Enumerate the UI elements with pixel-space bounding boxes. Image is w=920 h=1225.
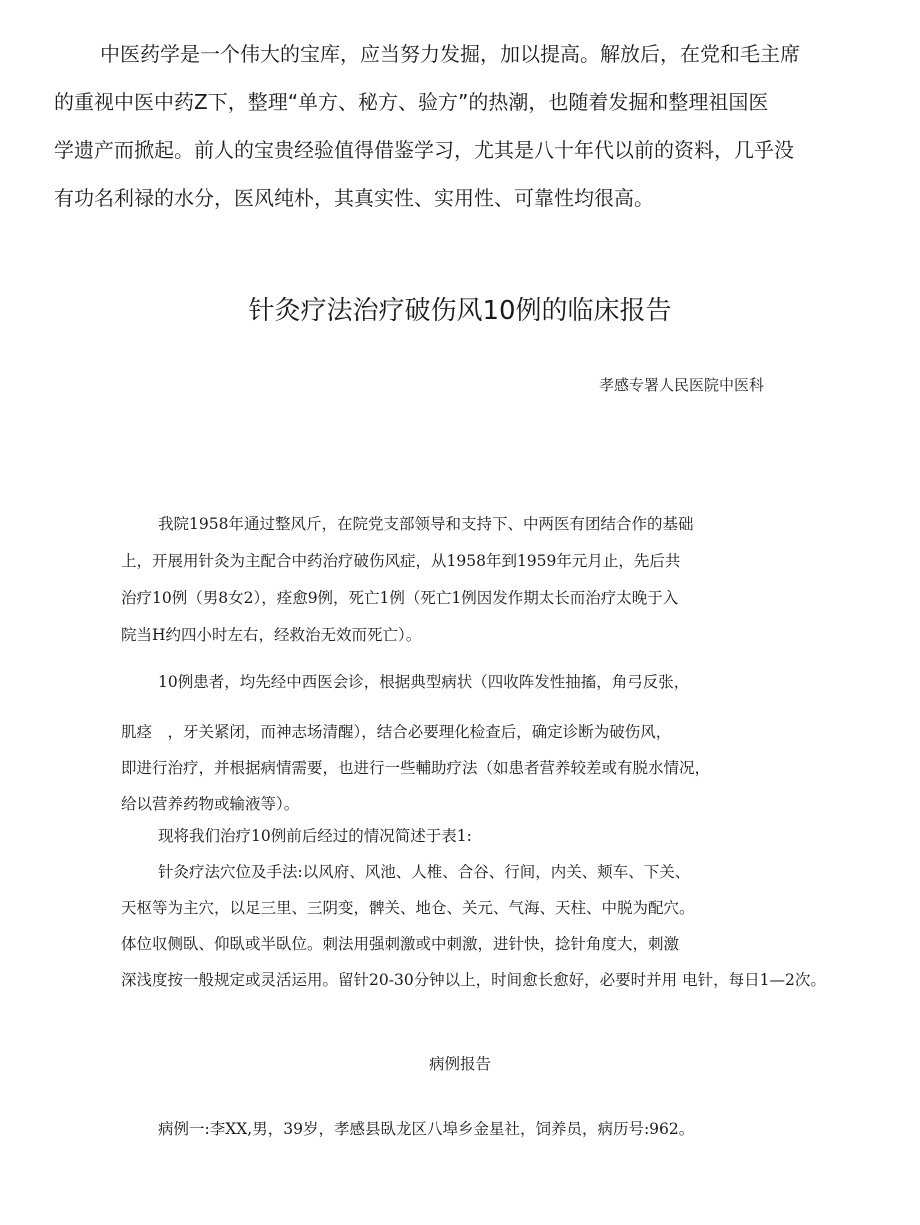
- text-line: 体位収侧臥、仰臥或半臥位。刺法用强刺激或中刺激，进针快，捻针角度大，刺激: [121, 935, 680, 953]
- paragraph-method: [121, 818, 881, 998]
- text-line: 现将我们治疗10例前后经过的情况简述于表1:: [158, 827, 472, 845]
- text-line: 给以营养药物或输液等）。: [121, 795, 300, 813]
- text-line: 上，开展用针灸为主配合中药治疗破伤风症，从1958年到1959年元月止，先后共: [121, 552, 681, 570]
- text-line: 深浅度按一般规定或灵活运用。留针20-30分钟以上，时间愈长愈好，必要时并用 电针，每日1—2次。: [121, 971, 826, 989]
- text-line: 10例患者，均先经中西医会诊，根据典型病状（四收阵发性抽搐，角弓反张，: [158, 673, 690, 691]
- text-line: 院当H约四小时左右，经救治无效而死亡）。: [121, 626, 422, 644]
- text-line: 即进行治疗，并根据病情需要，也进行一些輔助疗法（如患者营养较差或有脱水情况，: [121, 759, 711, 777]
- text-line: 我院1958年通过整风斤，在院党支部领导和支持下、中两医有团结合作的基础: [158, 515, 694, 533]
- text-line: 治疗10例（男8女2），痊愈9例，死亡1例（死亡1例因发作期太长而治疗太晚于入: [121, 589, 679, 607]
- intro-line: 中医药学是一个伟大的宝库，应当努力发掘，加以提高。解放后，在党和毛主席: [100, 42, 800, 66]
- intro-line: 的重视中医中药Z下，整理“单方、秘方、验方”的热潮，也随着发掘和整理祖国医: [54, 90, 769, 114]
- text-line: 针灸疗法穴位及手法:以风府、风池、人椎、合谷、行间，内关、颊车、下关、: [158, 863, 691, 881]
- intro-line: 有功名利禄的水分，医风纯朴，其真实性、实用性、可靠性均很高。: [54, 186, 654, 210]
- section-heading: 病例报告: [428, 1055, 491, 1073]
- paragraph-background: [121, 506, 881, 654]
- paragraph-diagnosis: [121, 664, 881, 822]
- author-affiliation: 孝感专署人民医院中医科: [598, 376, 764, 394]
- intro-line: 学遗产而掀起。前人的宝贵经验值得借鉴学习，尤其是八十年代以前的资料，几乎没: [54, 138, 794, 162]
- text-line: 天枢等为主穴，以足三里、三阴变，髀关、地仓、关元、气海、天柱、中脱为配穴。: [121, 899, 695, 917]
- case-report-line: 病例一:李XX,男，39岁，孝感县臥龙区八埠乡金星社，饲养员，病历号:962。: [158, 1120, 695, 1138]
- text-line: 肌痉 ，牙关紧闭，而神志场清醒），结合必要理化检查后，确定诊断为破伤风，: [121, 723, 672, 741]
- article-title: 针灸疗法治疗破伤风10例的临床报告: [248, 296, 672, 326]
- intro-paragraph: [54, 30, 854, 222]
